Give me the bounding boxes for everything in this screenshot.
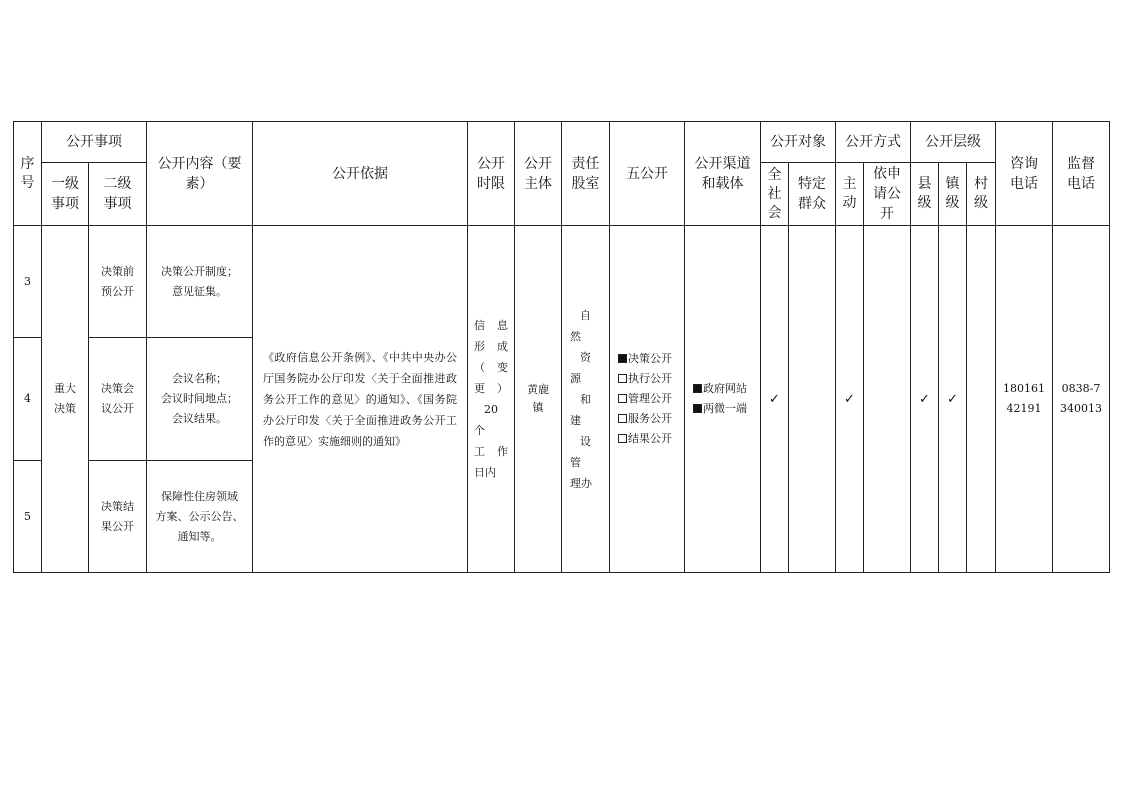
dept-line: 设 管: [570, 434, 602, 469]
content-line: 会议时间地点；: [161, 392, 238, 405]
header-method: 公开方式: [836, 122, 911, 163]
deadline-line: 20 个: [474, 403, 509, 437]
deadline-line: （ 变: [474, 361, 508, 374]
deadline-line: 工 作: [474, 445, 508, 458]
subject-cell: 黄鹿镇: [515, 226, 562, 573]
header-five-open: 五公开: [610, 122, 685, 226]
supervise-phone-cell: 0838-7340013: [1053, 226, 1110, 573]
checkbox-checked-icon: [693, 404, 702, 413]
level-village-cell: [967, 226, 996, 573]
five-open-item: 决策公开: [618, 349, 676, 369]
header-level-county: 县级: [911, 163, 939, 226]
dept-line: 资 源: [570, 350, 602, 385]
row-seq: 5: [14, 461, 42, 573]
content-line: 意见征集。: [172, 284, 227, 298]
checkbox-empty-icon: [618, 394, 627, 403]
channel-cell: [685, 226, 761, 573]
content-line: 方案、公示公告、: [155, 509, 244, 523]
header-matter: 公开事项: [42, 122, 147, 163]
five-open-item: 服务公开: [618, 409, 676, 429]
header-level: 公开层级: [911, 122, 996, 163]
content-cell: [147, 461, 253, 573]
dept-line: 和 建: [570, 392, 602, 427]
header-level-town: 镇级: [939, 163, 967, 226]
channel-item: 两微一端: [693, 399, 752, 419]
channel-item: 政府网站: [693, 379, 752, 399]
header-dept: 责任股室: [562, 122, 610, 226]
dept-line: 自 然: [570, 308, 602, 343]
target-all-check-icon: ✓: [761, 226, 789, 573]
header-basis: 公开依据: [253, 122, 468, 226]
content-line: 决策公开制度；: [161, 264, 238, 278]
header-target-specific: 特定群众: [789, 163, 836, 226]
header-channel: 公开渠道和载体: [685, 122, 761, 226]
level2-cell: 决策前预公开: [89, 226, 147, 338]
row-seq: 4: [14, 338, 42, 461]
level1-cell: 重大决策: [42, 226, 89, 573]
content-cell: [147, 226, 253, 338]
level2-cell: 决策结果公开: [89, 461, 147, 573]
deadline-line: 更 ）: [474, 382, 508, 395]
header-consult-phone: 咨询电话: [996, 122, 1053, 226]
checkbox-checked-icon: [618, 354, 627, 363]
deadline-line: 信 息: [474, 319, 508, 332]
level-county-check-icon: ✓: [911, 226, 939, 573]
row-seq: 3: [14, 226, 42, 338]
five-open-cell: [610, 226, 685, 573]
header-method-active: 主动: [836, 163, 864, 226]
five-open-item: 结果公开: [618, 429, 676, 449]
table-row: [14, 226, 1110, 338]
content-line: 会议名称；: [172, 372, 227, 385]
dept-cell: [562, 226, 610, 573]
deadline-cell: [468, 226, 515, 573]
method-apply-cell: [864, 226, 911, 573]
header-level2: 二级事项: [89, 163, 147, 226]
method-active-check-icon: ✓: [836, 226, 864, 573]
content-line: 保障性住房领域: [161, 489, 238, 503]
header-content: 公开内容（要素）: [147, 122, 253, 226]
content-line: 会议结果。: [172, 412, 227, 425]
checkbox-empty-icon: [618, 414, 627, 423]
checkbox-checked-icon: [693, 384, 702, 393]
header-target-all: 全社会: [761, 163, 789, 226]
level-town-check-icon: ✓: [939, 226, 967, 573]
header-deadline: 公开时限: [468, 122, 515, 226]
header-level1: 一级事项: [42, 163, 89, 226]
header-target: 公开对象: [761, 122, 836, 163]
header-method-apply: 依申请公开: [864, 163, 911, 226]
checkbox-empty-icon: [618, 374, 627, 383]
header-seq: 序号: [14, 122, 42, 226]
five-open-item: 管理公开: [618, 389, 676, 409]
disclosure-table: [13, 121, 1110, 573]
header-level-village: 村级: [967, 163, 996, 226]
five-open-item: 执行公开: [618, 369, 676, 389]
header-subject: 公开主体: [515, 122, 562, 226]
basis-cell: 《政府信息公开条例》、《中共中央办公厅国务院办公厅印发〈关于全面推进政务公开工作的意见〉的通知》、《国务院办公厅印发〈关于全面推进政务公开工作的意见〉实施细则的通知》: [253, 226, 468, 573]
checkbox-empty-icon: [618, 434, 627, 443]
deadline-line: 形 成: [474, 340, 508, 353]
target-specific-cell: [789, 226, 836, 573]
content-cell: [147, 338, 253, 461]
deadline-line: 日内: [474, 466, 496, 479]
header-supervise-phone: 监督电话: [1053, 122, 1110, 226]
level2-cell: 决策会议公开: [89, 338, 147, 461]
dept-line: 理办: [570, 476, 592, 490]
consult-phone-cell: 18016142191: [996, 226, 1053, 573]
content-line: 通知等。: [177, 529, 222, 543]
